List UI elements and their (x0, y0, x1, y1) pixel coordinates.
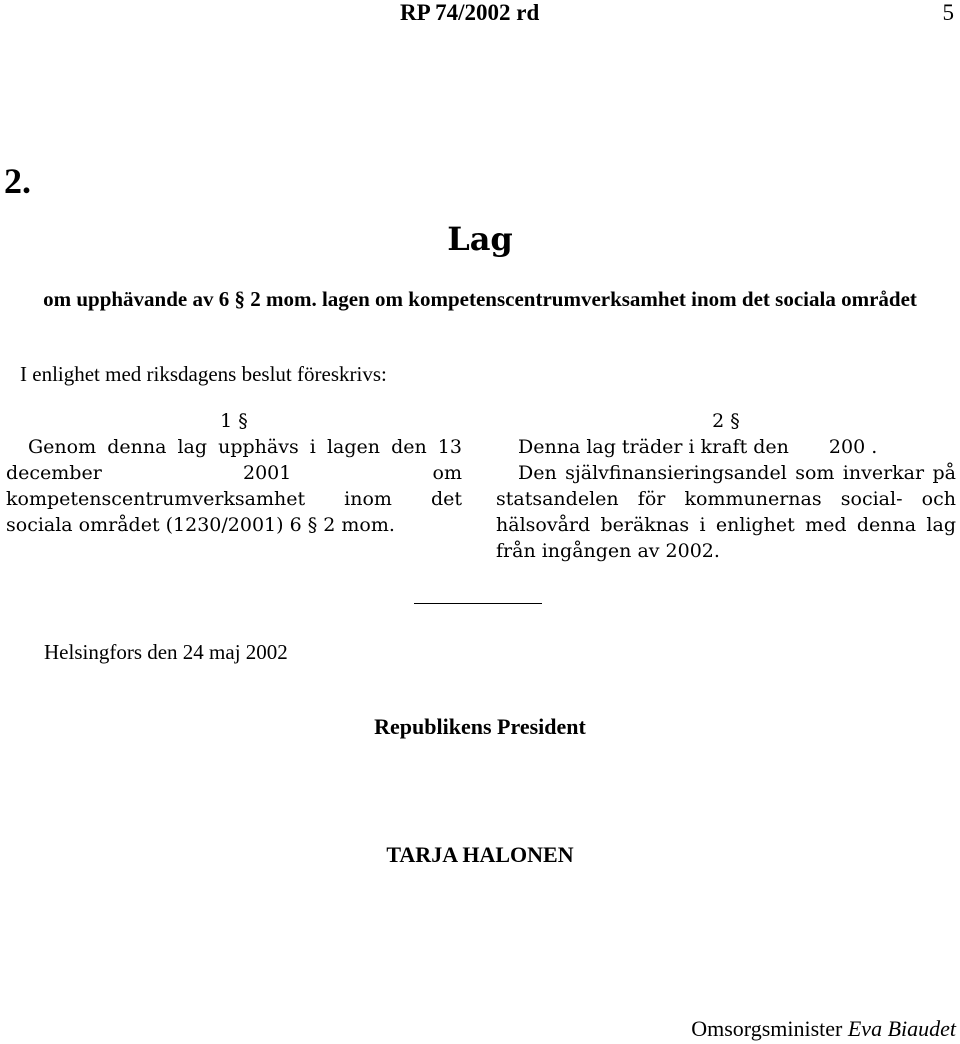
section-2-paragraph-1 (496, 434, 956, 460)
section-number: 2. (4, 161, 31, 201)
minister-signature (691, 1016, 956, 1042)
law-subtitle: om upphävande av 6 § 2 mom. lagen om kompetenscentrumverksamhet inom det sociala området (43, 287, 917, 311)
minister-title: Omsorgsminister (691, 1016, 843, 1041)
document-reference: RP 74/2002 rd (400, 0, 540, 25)
page-number: 5 (942, 0, 954, 25)
enacting-clause: I enlighet med riksdagens beslut föreskrivs: (20, 362, 387, 386)
section-1-paragraph: Genom denna lag upphävs i lagen den 13 december 2001 om kompetenscentrumverksamhet inom det sociala området (1230/2001) 6 § 2 mom. (6, 436, 462, 536)
law-heading: Lag (447, 220, 513, 258)
minister-name: Eva Biaudet (847, 1016, 956, 1041)
place-date: Helsingfors den 24 maj 2002 (44, 640, 288, 664)
president-title: Republikens President (374, 714, 586, 739)
section-2-number: 2 § (712, 410, 740, 432)
section-1-number: 1 § (220, 410, 248, 432)
section-2 (496, 408, 956, 564)
section-divider (414, 603, 542, 604)
entry-into-force-text: Denna lag träder i kraft den (518, 436, 789, 458)
section-2-paragraph-2: Den självfinansieringsandel som inverkar på statsandelen för kommunernas social- och hälsovård beräknas i enlighet med denna lag från ingången av 2002. (496, 462, 956, 562)
president-name: TARJA HALONEN (386, 842, 574, 867)
entry-into-force-year: 200 . (828, 436, 878, 458)
section-1 (6, 408, 462, 538)
